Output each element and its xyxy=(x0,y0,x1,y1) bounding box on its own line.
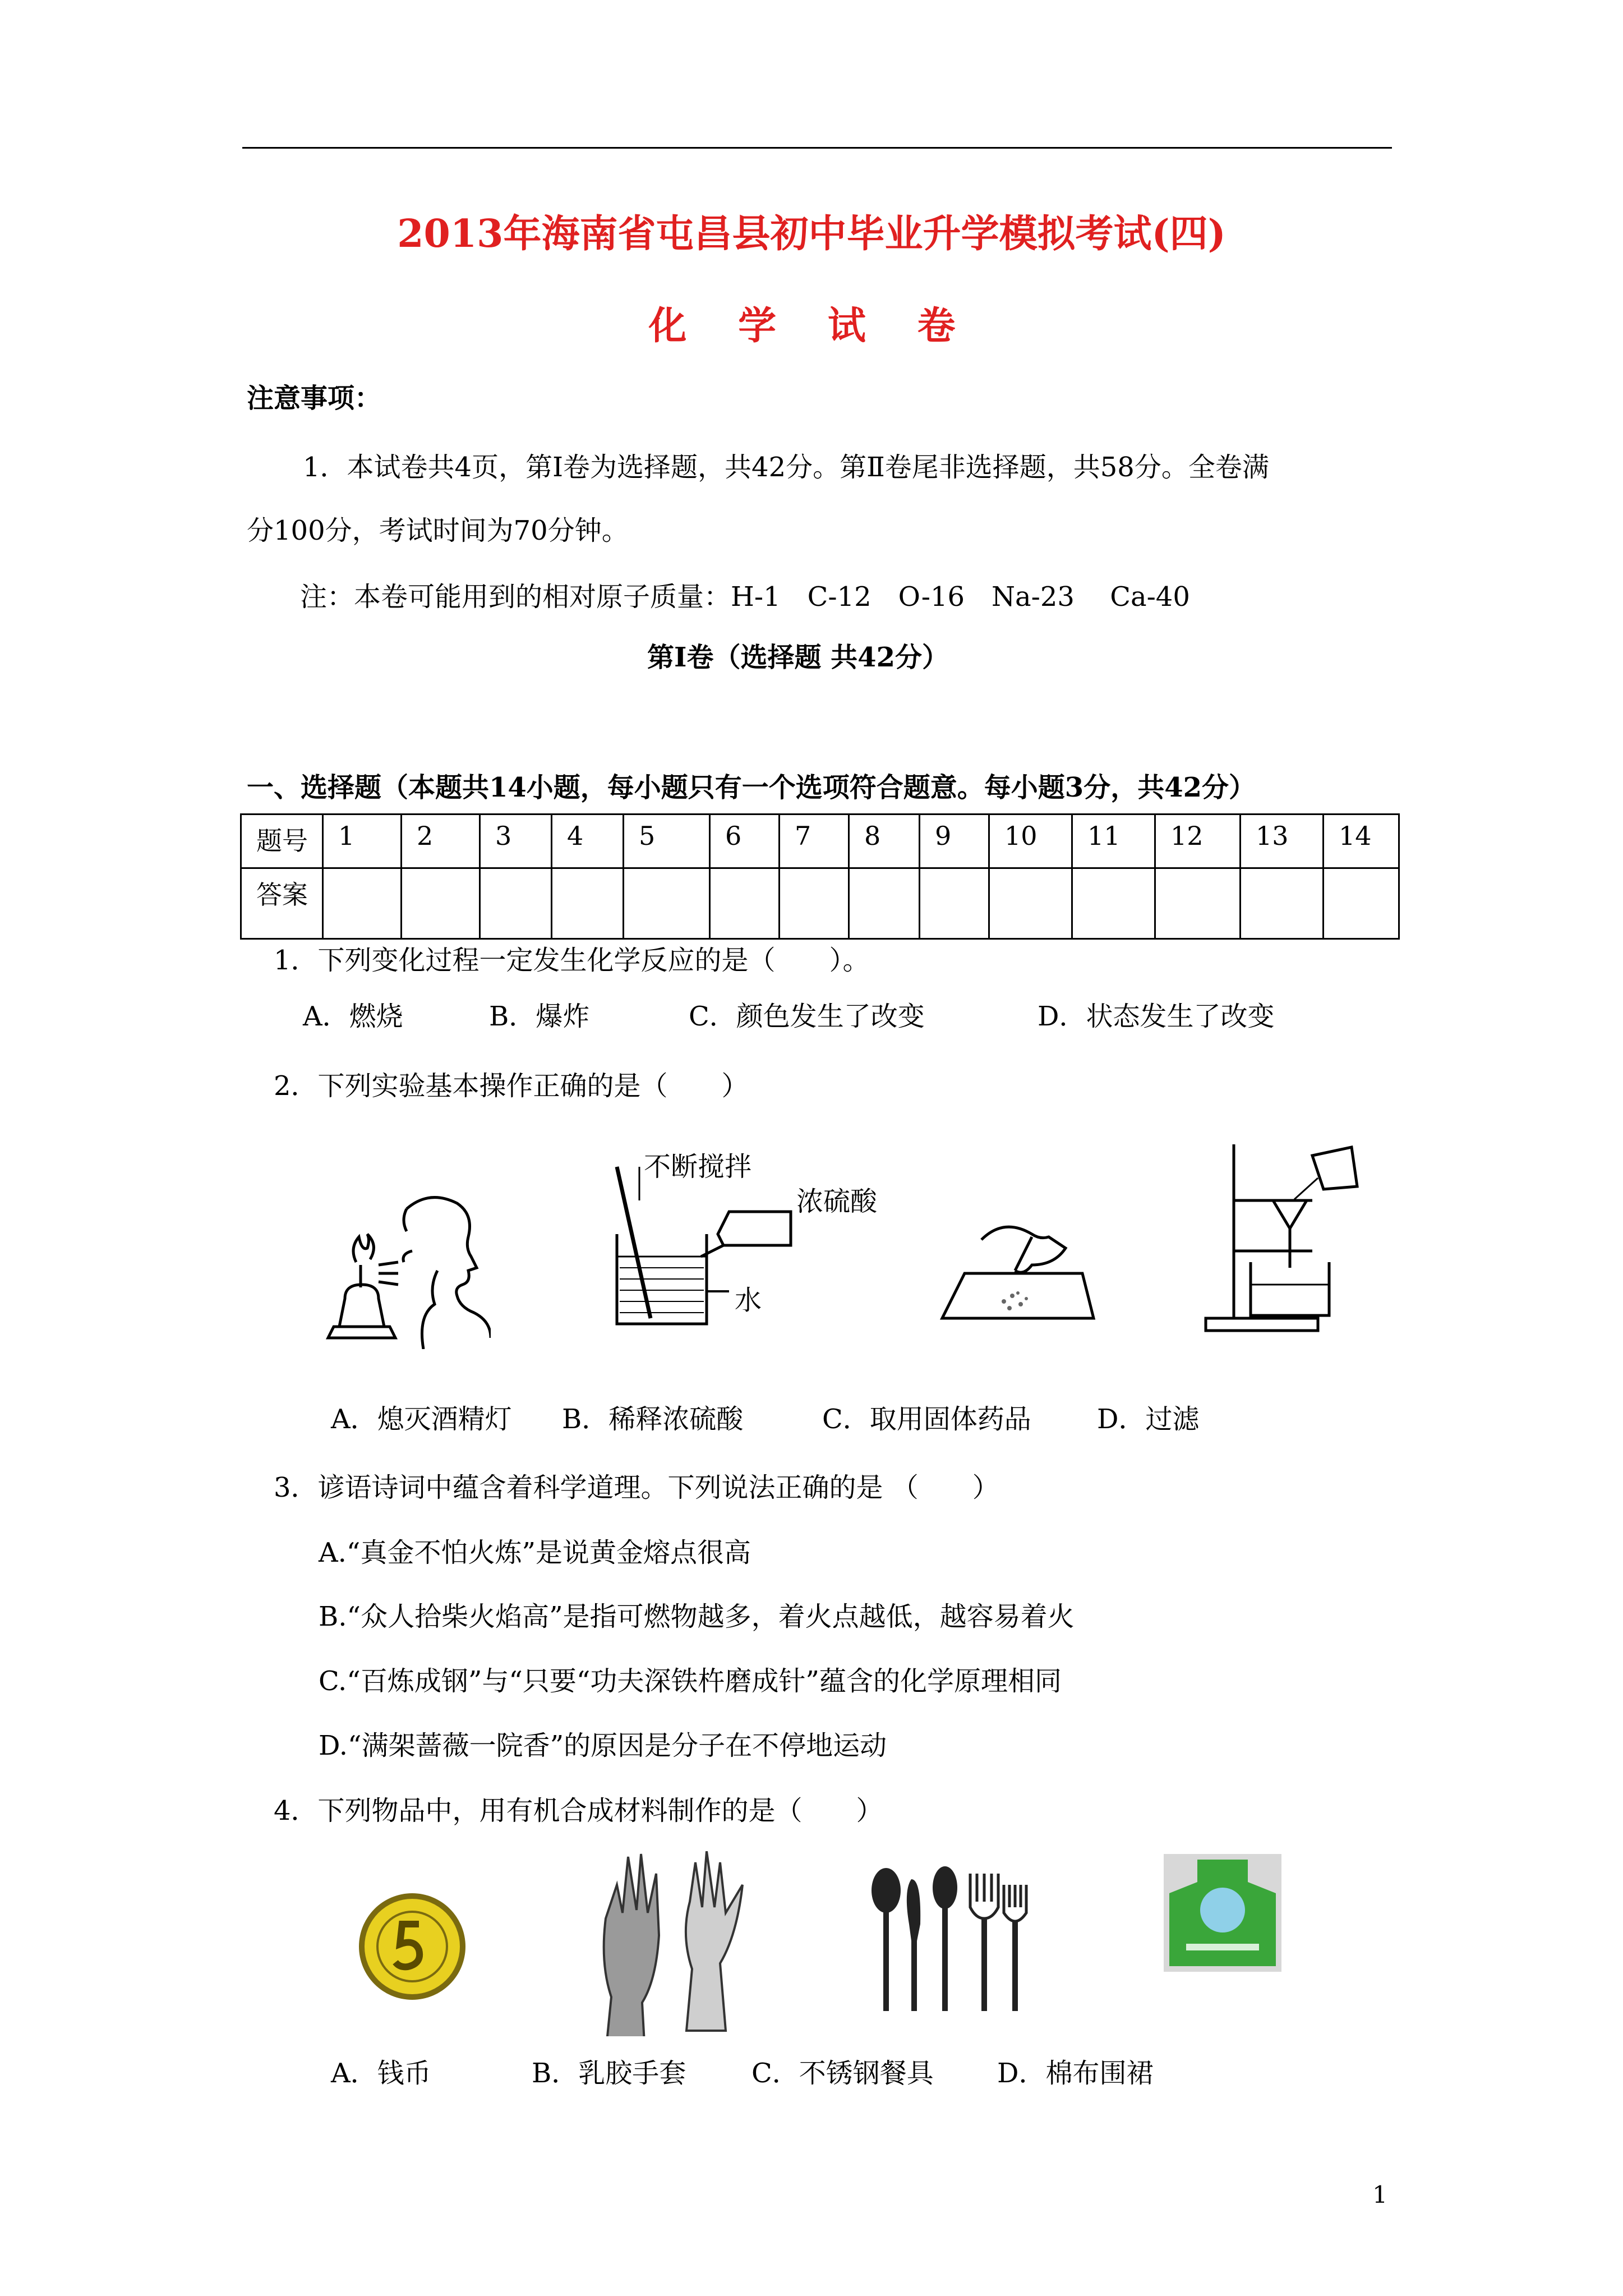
answer-cell[interactable] xyxy=(1155,868,1241,939)
question-number-cell: 6 xyxy=(710,815,780,868)
question-number-cell: 3 xyxy=(480,815,552,868)
question-number-cell: 8 xyxy=(849,815,920,868)
answer-cell[interactable] xyxy=(780,868,849,939)
q4-stem: 4．下列物品中，用有机合成材料制作的是（ ） xyxy=(274,1795,883,1826)
row-label-answer: 答案 xyxy=(241,868,323,939)
question-number-cell: 11 xyxy=(1072,815,1155,868)
exam-subtitle: 化 学 试 卷 xyxy=(648,303,975,348)
q2-option-b[interactable]: B．稀释浓硫酸 xyxy=(562,1404,744,1435)
answer-cell[interactable] xyxy=(1324,868,1399,939)
question-number-cell: 12 xyxy=(1155,815,1241,868)
question-number-cell: 4 xyxy=(552,815,624,868)
answer-cell[interactable] xyxy=(402,868,480,939)
q1-option-c[interactable]: C．颜色发生了改变 xyxy=(689,1001,925,1032)
question-number-cell: 10 xyxy=(989,815,1072,868)
cutlery-icon xyxy=(858,1862,1043,2019)
q2-option-d[interactable]: D．过滤 xyxy=(1097,1404,1200,1435)
table-row xyxy=(241,815,1399,868)
exam-title: 2013年海南省屯昌县初中毕业升学模拟考试(四) xyxy=(397,211,1226,256)
q3-stem: 3．谚语诗词中蕴含着科学道理。下列说法正确的是 （ ） xyxy=(274,1472,999,1503)
label-stir: 不断搅拌 xyxy=(644,1151,752,1182)
q2-stem: 2．下列实验基本操作正确的是（ ） xyxy=(274,1070,749,1102)
page-number: 1 xyxy=(1372,2181,1387,2208)
q4-option-d[interactable]: D．棉布围裙 xyxy=(997,2058,1154,2089)
notice-line2: 分100分，考试时间为70分钟。 xyxy=(247,515,629,546)
q3-option-d[interactable]: D.“满架蔷薇一院香”的原因是分子在不停地运动 xyxy=(319,1730,887,1761)
rubber-gloves-icon xyxy=(594,1851,763,2036)
question-number-cell: 2 xyxy=(402,815,480,868)
q1-option-d[interactable]: D．状态发生了改变 xyxy=(1038,1001,1275,1032)
q1-option-a[interactable]: A．燃烧 xyxy=(303,1001,403,1032)
answer-cell[interactable] xyxy=(480,868,552,939)
alcohol-lamp-blow-icon xyxy=(322,1186,491,1349)
part1-title: 第Ⅰ卷（选择题 共42分） xyxy=(647,642,949,673)
q4-option-c[interactable]: C．不锈钢餐具 xyxy=(751,2058,934,2089)
q3-option-c[interactable]: C.“百炼成钢”与“只要“功夫深铁杵磨成针”蕴含的化学原理相同 xyxy=(319,1665,1062,1697)
section1-title: 一、选择题（本题共14小题，每小题只有一个选项符合题意。每小题3分，共42分） xyxy=(247,772,1256,803)
q1-stem: 1．下列变化过程一定发生化学反应的是（ ）。 xyxy=(274,945,870,976)
answer-cell[interactable] xyxy=(920,868,989,939)
question-number-cell: 14 xyxy=(1324,815,1399,868)
answer-cell[interactable] xyxy=(624,868,710,939)
answer-table xyxy=(240,813,1400,940)
label-water: 水 xyxy=(735,1285,762,1316)
q1-option-b[interactable]: B．爆炸 xyxy=(489,1001,590,1032)
answer-cell[interactable] xyxy=(989,868,1072,939)
notice-line1: 1．本试卷共4页，第Ⅰ卷为选择题，共42分。第Ⅱ卷尾非选择题，共58分。全卷满 xyxy=(303,452,1269,483)
q4-option-a[interactable]: A．钱币 xyxy=(331,2058,431,2089)
answer-cell[interactable] xyxy=(323,868,402,939)
q2-option-a[interactable]: A．熄灭酒精灯 xyxy=(331,1404,512,1435)
answer-cell[interactable] xyxy=(849,868,920,939)
question-number-cell: 13 xyxy=(1241,815,1324,868)
label-acid: 浓硫酸 xyxy=(796,1186,878,1217)
question-number-cell: 1 xyxy=(323,815,402,868)
atomic-mass-note: 注：本卷可能用到的相对原子质量：H-1 C-12 O-16 Na-23 Ca-40 xyxy=(300,581,1190,613)
question-number-cell: 5 xyxy=(624,815,710,868)
answer-cell[interactable] xyxy=(552,868,624,939)
question-number-cell: 9 xyxy=(920,815,989,868)
q2-option-c[interactable]: C．取用固体药品 xyxy=(822,1404,1031,1435)
q3-option-a[interactable]: A.“真金不怕火炼”是说黄金熔点很高 xyxy=(319,1537,751,1568)
solid-reagent-icon xyxy=(920,1212,1105,1324)
filtration-apparatus-icon xyxy=(1200,1133,1368,1341)
answer-cell[interactable] xyxy=(1241,868,1324,939)
row-label-number: 题号 xyxy=(241,815,323,868)
header-rule xyxy=(242,147,1392,149)
q3-option-b[interactable]: B.“众人拾柴火焰高”是指可燃物越多，着火点越低，越容易着火 xyxy=(319,1601,1075,1632)
notice-heading: 注意事项： xyxy=(247,383,382,414)
question-number-cell: 7 xyxy=(780,815,849,868)
answer-cell[interactable] xyxy=(710,868,780,939)
apron-icon xyxy=(1164,1854,1281,1972)
q4-option-b[interactable]: B．乳胶手套 xyxy=(532,2058,686,2089)
coin-icon xyxy=(356,1890,468,2003)
table-row xyxy=(241,868,1399,939)
answer-cell[interactable] xyxy=(1072,868,1155,939)
